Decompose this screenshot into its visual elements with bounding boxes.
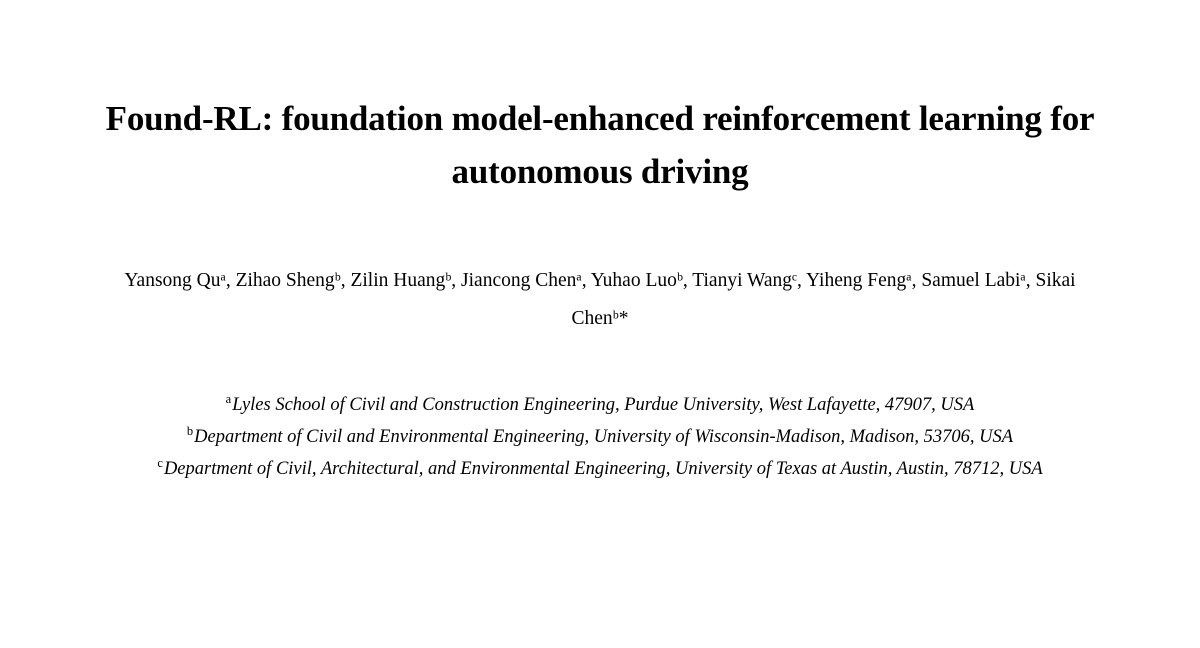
affiliation-item (95, 454, 1105, 486)
affiliation-marker: a (225, 392, 232, 407)
affiliation-marker: b (186, 424, 194, 439)
affiliation-item (95, 390, 1105, 422)
author-list: Yansong Quᵃ, Zihao Shengᵇ, Zilin Huangᵇ, Jiancong Chenᵃ, Yuhao Luoᵇ, Tianyi Wangᶜ, Yiheng Fengᵃ, Samuel Labiᵃ, Sikai Chenᵇ* (124, 270, 1076, 330)
affiliation-list (95, 338, 1105, 485)
page-title: Found-RL: foundation model-enhanced reinforcement learning for autonomous driving (105, 99, 1095, 192)
affiliation-text: Department of Civil, Architectural, and Environmental Engineering, University of Texas at Austin, Austin, 78712, USA (163, 459, 1043, 480)
affiliation-marker: c (157, 455, 163, 470)
affiliation-text: Department of Civil and Environmental Engineering, University of Wisconsin-Madison, Madison, 53706, USA (194, 427, 1014, 448)
affiliation-text: Lyles School of Civil and Construction Engineering, Purdue University, West Lafayette, 47907, USA (232, 395, 975, 416)
affiliation-item (95, 422, 1105, 454)
